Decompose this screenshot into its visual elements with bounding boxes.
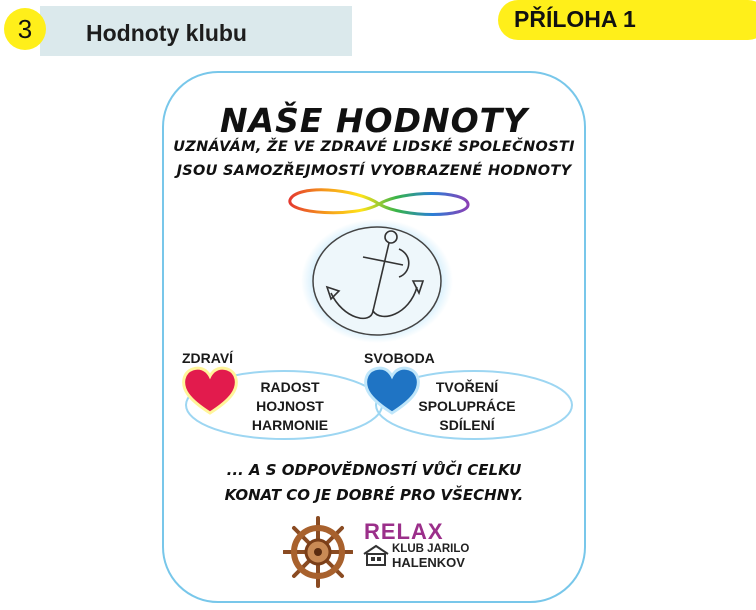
freedom-label: SVOBODA — [364, 350, 435, 366]
health-values — [230, 378, 350, 435]
card-subtitle-line2: JSOU SAMOZŘEJMOSTÍ VYOBRAZENÉ HODNOTY — [176, 163, 572, 179]
appendix-tag — [498, 0, 756, 40]
ship-wheel-icon — [283, 516, 353, 588]
section-title: Hodnoty klubu — [86, 20, 247, 46]
section-title-bar — [40, 6, 352, 56]
relax-logo-text: RELAX — [364, 519, 444, 544]
health-value: RADOST — [260, 379, 320, 395]
club-name-line1: KLUB JARILO — [392, 543, 470, 555]
card-heading: NAŠE HODNOTY — [219, 101, 529, 140]
house-icon — [362, 544, 390, 566]
card-footer-line1: ... A S ODPOVĚDNOSTÍ VŮČI CELKU — [226, 461, 522, 479]
section-number: 3 — [17, 13, 33, 44]
section-number-badge — [4, 8, 46, 50]
freedom-value: SDÍLENÍ — [439, 417, 495, 433]
freedom-value: TVOŘENÍ — [435, 379, 499, 395]
freedom-values — [402, 378, 532, 435]
health-value: HARMONIE — [251, 417, 329, 433]
health-value: HOJNOST — [256, 398, 324, 414]
club-name — [392, 543, 469, 569]
health-label: ZDRAVÍ — [182, 350, 234, 366]
anchor-icon — [301, 219, 453, 343]
infinity-rainbow-icon — [286, 186, 472, 222]
freedom-value: SPOLUPRÁCE — [418, 398, 516, 414]
card-footer-line2: KONAT CO JE DOBRÉ PRO VŠECHNY. — [224, 486, 524, 504]
appendix-label: PŘÍLOHA 1 — [514, 6, 636, 32]
club-name-line2: HALENKOV — [392, 555, 465, 570]
card-subtitle-line1: UZNÁVÁM, ŽE VE ZDRAVÉ LIDSKÉ SPOLEČNOSTI — [173, 139, 575, 155]
